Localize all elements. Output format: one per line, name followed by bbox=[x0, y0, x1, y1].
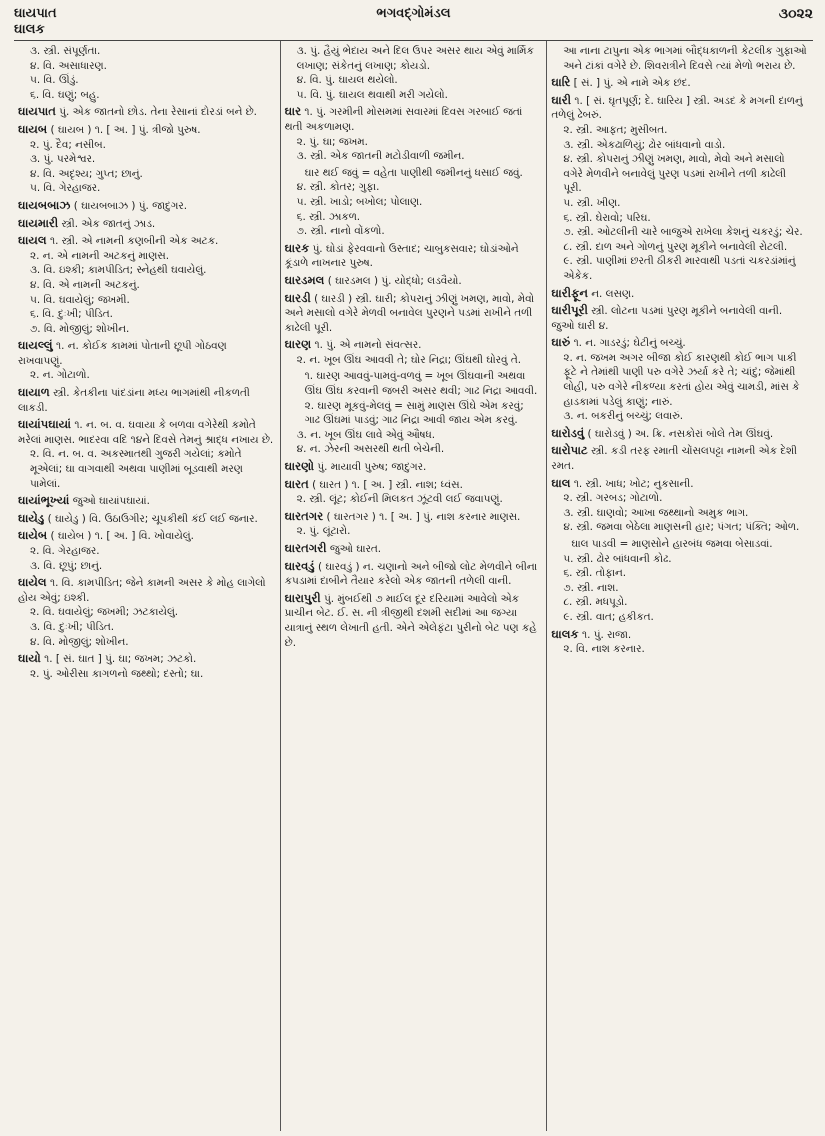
sense-line: ૮. સ્ત્રી. દાળ અને ગોળનું પુરણ મૂકીને બનાવેલી રોટલી. bbox=[563, 240, 788, 253]
dictionary-entry bbox=[18, 385, 274, 415]
definition: ( ઘારડમલ ) પું. યોદ્ધો; લડવૈયો. bbox=[324, 274, 462, 287]
sense-line: ૨. ન. જખમ અગર બીજા કોઈ કારણથી કોઈ ભાગ પાકી ફૂટે ને તેમાંથી પાણી પરુ વગેરે ઝર્યા કરે તે; ચાંદું; જેમાંથી લોહી, પરુ વગેરે નીકળ્યા કરતાં હોય એવું ચામડી, માંસ કે હાડકામાં પડેલું કાણું; નારું. bbox=[563, 351, 800, 408]
definition: ( ઘાયબબાઝ ) પું. જાદુગર. bbox=[70, 199, 188, 212]
definition: સ્ત્રી. લોટના પડમાં પુરણ મૂકીને બનાવેલી વાની. જુઓ ઘારી ૪. bbox=[551, 305, 783, 332]
sense-line: ૨. ન. ગોટાળો. bbox=[30, 369, 90, 382]
dictionary-entry bbox=[285, 591, 541, 650]
sense-line: ૨. સ્ત્રી. લૂંટ; કોઈની મિલકત ઝૂંટવી લઈ જવાપણું. bbox=[296, 493, 503, 506]
headword: ઘાયેડુ bbox=[18, 510, 45, 525]
definition: ( ઘાયેબ ) ૧. [ અ. ] વિ. ખોવાયેલું. bbox=[47, 530, 194, 543]
sense-line: ૬. વિ. દુઃખી; પીડિત. bbox=[30, 308, 113, 321]
sense-line: ૪. સ્ત્રી. કોપરાનું ઝીણું ખમણ, માવો, મેવો અને મસાલો વગેરે મેળવીને બનાવેલું પુરણ પડમાં રાખીને તળી કાઢેલી પૂરી. bbox=[563, 153, 786, 195]
definition: ૧. પું. ગરમીની મોસમમાં સવારમાં દિવસ ગરબાઈ જતાં થતી અકળામણ. bbox=[284, 106, 523, 133]
headword: ઘારત bbox=[284, 476, 309, 491]
headword: ઘારોડવું bbox=[551, 425, 585, 440]
sense-line: ૫. સ્ત્રી. ખાડો; બખોલ; પોલાણ. bbox=[296, 195, 423, 208]
dictionary-entry bbox=[285, 337, 541, 367]
headword: ઘારતગરી bbox=[284, 541, 327, 555]
sense-line: ૨. વિ. ઘવાયેલું; જખમી; ઝટકાયેલું. bbox=[30, 606, 179, 619]
dictionary-entry bbox=[18, 198, 274, 214]
dictionary-entry bbox=[18, 417, 274, 491]
sense-line: ૨. ન. ખૂબ ઊંઘ આવવી તે; ઘોર નિદ્રા; ઊંઘથી ઘોરવું તે. bbox=[296, 353, 522, 366]
definition: સ્ત્રી. એક જાતનું ઝાડ. bbox=[58, 217, 156, 230]
headword: ઘાયબબાઝ bbox=[18, 197, 71, 212]
sense-line: ૪. વિ. પું. ઘાયલ થયેલો. bbox=[296, 74, 398, 87]
definition: ૧. સ્ત્રી. એ નામની કણબીની એક અટક. bbox=[46, 235, 219, 248]
headword: ઘારાપુરી bbox=[284, 590, 321, 605]
usage-example: ઘાર થઈ જવું = વહેતા પાણીથી જમીનનું ધસાઈ જવું. bbox=[304, 166, 523, 179]
sense-line: ૩. વિ. દુઃખી; પીડિત. bbox=[30, 620, 115, 633]
sense-line: ૫. સ્ત્રી. ઢોર બાંધવાની કોઢ. bbox=[563, 552, 672, 565]
sense-line: ૨. વિ. નાશ કરનાર. bbox=[563, 643, 645, 656]
dictionary-entry bbox=[285, 369, 541, 457]
sense-line: ૨. પું. દૈવ; નસીબ. bbox=[30, 138, 106, 151]
headword: ઘાયબ bbox=[18, 121, 48, 136]
dictionary-entry bbox=[285, 459, 541, 475]
first-headword: ઘાયપાત bbox=[14, 6, 57, 21]
columns bbox=[14, 40, 813, 1131]
sense-line: ૩. ન. ખૂબ ઊંઘ લાવે એવું ઔષધ. bbox=[296, 428, 436, 441]
sense-line: ૩. ન. બકરીનું બચ્ચું; લવારું. bbox=[563, 410, 684, 423]
headword: ઘારીફૂન bbox=[551, 285, 588, 300]
sense-line: ૩. સ્ત્રી. એકઢાળિયું; ઢોર બાંધવાનો વાડો. bbox=[563, 138, 726, 151]
dictionary-entry bbox=[551, 93, 807, 284]
headword: ઘારણો bbox=[284, 459, 315, 474]
sense-line: ૫. વિ. પું. ઘાયલ થવાથી મરી ગયેલો. bbox=[296, 88, 448, 101]
dictionary-entry bbox=[551, 426, 807, 442]
headword: ઘાયાંભૂખ્યાં bbox=[18, 493, 70, 508]
dictionary-entry bbox=[551, 335, 807, 424]
dictionary-entry bbox=[18, 104, 274, 120]
definition: ( ઘારત ) ૧. [ અ. ] સ્ત્રી. નાશ; ધ્વંસ. bbox=[308, 478, 463, 491]
sense-line: ૬. વિ. ઘણું; બહુ. bbox=[30, 88, 100, 101]
headword: ઘારું bbox=[551, 335, 571, 350]
definition: ( ઘારડી ) સ્ત્રી. ઘારી; કોપરાનું ઝીણું ખમણ, માવો, મેવો અને મસાલો વગેરે મેળવી બનાવેલ પુરણને પડમાં રાખીને તળી કાઢેલી પૂરી. bbox=[284, 292, 535, 334]
dictionary-entry bbox=[285, 541, 541, 557]
definition: ( ઘારવડું ) ન. ચણાનો અને બીજો લોટ મેળવીને બીના કપડામાં દાબીને તૈયાર કરેલો એક જાતની તળેલી વાની. bbox=[284, 560, 538, 588]
sense-line: ૩. પું. હૈયું ભેદાય અને દિલ ઉપર અસર થાય એવું માર્મિક લખાણ; સંકેતનું લખાણ; કોયડો. bbox=[296, 45, 534, 72]
sense-line: ૪. સ્ત્રી. કોતર; ગુફા. bbox=[296, 181, 380, 194]
dictionary-entry bbox=[285, 44, 541, 102]
sense-line: ૨. ન. એ નામની અટકનું માણસ. bbox=[30, 249, 170, 262]
dictionary-entry bbox=[551, 443, 807, 473]
sense-line: ૩. સ્ત્રી. ઘાણવો; આખા જથ્થાનો અમુક ભાગ. bbox=[563, 506, 749, 519]
headword: ઘારવડું bbox=[284, 558, 315, 573]
sense-line: ૨. પું. લૂંટારો. bbox=[296, 525, 351, 538]
column-1 bbox=[14, 41, 280, 1131]
definition: ન. લસણ. bbox=[587, 287, 635, 300]
headword: ઘાલ bbox=[551, 475, 571, 490]
sense-line: ૫. વિ. ઊંડું. bbox=[30, 74, 79, 87]
definition: [ સં. ] પું. એ નામે એક છંદ. bbox=[570, 77, 691, 90]
usage-example: ૧. ઘારણ આવવું-પામવું-વળવું = ખૂબ ઊંઘવાની અથવા ઊંઘ ઊંઘ કરવાની જબરી અસર થવી; ગાઢ નિદ્રા આવવી. bbox=[304, 370, 538, 398]
sense-line: ૮. સ્ત્રી. મધપૂડો. bbox=[563, 596, 628, 609]
sense-line: ૨. વિ. ન. બ. વ. અકસ્માતથી ગુજરી ગયેલાં; કમોતે મૂએલાં; ઘા વાગવાથી અથવા પાણીમાં બૂડવાથી મરણ પામેલાં. bbox=[30, 448, 243, 490]
headword: ઘાયાંપઘાયાં bbox=[18, 417, 72, 432]
dictionary-entry bbox=[551, 286, 807, 302]
headword: ઘાયેબ bbox=[18, 528, 48, 543]
headword: ઘાયલ્લું bbox=[18, 338, 53, 353]
dictionary-entry bbox=[285, 477, 541, 507]
page-header bbox=[14, 6, 813, 40]
dictionary-entry bbox=[18, 651, 274, 681]
dictionary-entry bbox=[551, 476, 807, 535]
definition: ૧. પું. એ નામનો સંવત્સર. bbox=[311, 339, 422, 352]
definition: પું. ઘોડાં ફેરવવાનો ઉસ્તાદ; ચાબુકસવાર; ઘોડાંઓને કૂંડાળે નાખનાર પુરુષ. bbox=[284, 242, 519, 270]
definition: ૧. સ્ત્રી. ખાધ; ખોટ; નુકસાની. bbox=[570, 477, 694, 490]
sense-line: આ નાના ટાપુના એક ભાગમાં બૌદ્ધકાળની કેટલીક ગુફાઓ અને ટાંકાં વગેરે છે. શિવરાત્રીને દિવસે ત્યાં મેળો ભરાય છે. bbox=[563, 45, 807, 72]
dictionary-entry bbox=[551, 537, 807, 625]
sense-line: ૬. સ્ત્રી. ઝાકળ. bbox=[296, 210, 361, 223]
headword: ઘારડી bbox=[284, 290, 311, 305]
dictionary-entry bbox=[18, 44, 274, 102]
dictionary-entry bbox=[285, 559, 541, 589]
dictionary-entry bbox=[551, 627, 807, 657]
dictionary-entry bbox=[18, 216, 274, 232]
sense-line: ૩. વિ. છૂપું; છાનું. bbox=[30, 559, 103, 572]
sense-line: ૪. સ્ત્રી. જમવા બેઠેલા માણસની હાર; પંગત; પંક્તિ; ઓળ. bbox=[563, 521, 800, 534]
headword: ઘાર bbox=[284, 104, 302, 119]
definition: ( ઘારોડવું ) અ. ક્રિ. નસકોરાં બોલે તેમ ઊંઘવું. bbox=[584, 427, 774, 440]
sense-line: ૯. સ્ત્રી. પાણીમાં છરતી ઠીકરી મારવાથી પડતાં ચકરડાંમાંનું એકેક. bbox=[563, 255, 796, 282]
column-2 bbox=[280, 41, 547, 1131]
dictionary-entry bbox=[18, 233, 274, 336]
headword: ઘાયલ bbox=[18, 233, 47, 248]
headword: ઘાયો bbox=[18, 651, 41, 666]
sense-line: ૬. સ્ત્રી. તોફાન. bbox=[563, 567, 627, 580]
definition: ( ઘાયબ ) ૧. [ અ. ] પું. ત્રીજો પુરુષ. bbox=[47, 123, 201, 136]
definition: ૧. ન. ગાડરડું; ઘેટીનું બચ્ચું. bbox=[570, 337, 686, 350]
sense-line: ૫. વિ. ગેરહાજર. bbox=[30, 182, 101, 195]
definition: ૧. વિ. કામપીડિત; જેને કામની અસર કે મોહ લાગેલો હોય એવું; ઇશ્કી. bbox=[18, 577, 266, 604]
sense-line: ૪. વિ. એ નામની અટકનું. bbox=[30, 278, 140, 291]
sense-line: ૬. સ્ત્રી. ઘેરાવો; પરિઘ. bbox=[563, 211, 651, 224]
definition: ( ઘાયેડુ ) વિ. ઉઠાઉગીર; ચૂપકીથી કંઈ લઈ જનાર. bbox=[44, 512, 258, 525]
definition: પું. એક જાતનો છોડ. તેના રેસાનાં દોરડાં બને છે. bbox=[55, 106, 257, 119]
headword: ઘારક bbox=[284, 240, 310, 255]
sense-line: ૩. સ્ત્રી. સંપૂર્ણતા. bbox=[30, 45, 101, 57]
definition: ૧. ન. બ. વ. ઘવાયા કે બળવા વગેરેથી કમોતે મરેલાં માણસ. ભાદરવા વદિ ૧૪ને દિવસે તેમનું શ્રાદ્ધ નખાય છે. bbox=[18, 419, 274, 446]
headword: ઘારતગર bbox=[284, 508, 324, 523]
sense-line: ૭. સ્ત્રી. ઓટલીની ચારે બાજુએ રાખેલા કેશનું ચકરડું; ચેર. bbox=[563, 226, 803, 239]
headword: ઘારીપૂરી bbox=[551, 303, 588, 318]
last-headword: ઘાલક bbox=[14, 22, 45, 37]
dictionary-entry bbox=[551, 75, 807, 91]
headword: ઘાલક bbox=[551, 626, 579, 641]
usage-example: ૨. ઘારણ મૂકવું-મેલવું = સામું માણસ ઊંઘે એમ કરવું; ગાઢ ઊંઘમાં પાડવું; ગાઢ નિદ્રા આવી જાય એમ કરવું. bbox=[304, 399, 524, 427]
sense-line: ૨. પું. ઘા; જખમ. bbox=[296, 135, 368, 148]
sense-line: ૨. વિ. ગેરહાજર. bbox=[30, 545, 100, 557]
definition: ૧. [ સં. ઘાત ] પું. ઘા; જખમ; ઝટકો. bbox=[40, 653, 197, 666]
dictionary-entry bbox=[18, 338, 274, 383]
sense-line: ૩. વિ. ઇશ્કી; કામપીડિત; સ્નેહથી ઘવાયેલું. bbox=[30, 264, 207, 277]
dictionary-entry bbox=[285, 509, 541, 539]
sense-line: ૪. વિ. અસાધારણ. bbox=[30, 59, 107, 72]
headword: ઘાયપાત bbox=[18, 104, 56, 119]
sense-line: ૨. પું. ઓરીસા કાગળનો જથ્થો; દસ્તો; ઘા. bbox=[30, 667, 204, 680]
definition: પું. માયાવી પુરુષ; જાદુગર. bbox=[314, 461, 427, 474]
usage-example: ઘાલ પાડવી = માણસોને હારબંધ જમવા બેસાડવાં. bbox=[571, 538, 773, 550]
sense-line: ૫. સ્ત્રી. ખીણ. bbox=[563, 196, 621, 209]
sense-line: ૩. પું. પરમેશ્વર. bbox=[30, 153, 96, 166]
definition: પું. મુંબઈથી ૭ માઈલ દૂર દરિયામાં આવેલો એક પ્રાચીન બેટ. ઈ. સ. ની ત્રીજીથી દશમી સદીમાં આ જગ્યા યાત્રાનું સ્થળ લેખાતી હતી. એને એલેફંટા પુરીનો બેટ પણ કહે છે. bbox=[284, 592, 537, 649]
dictionary-entry bbox=[551, 303, 807, 333]
dictionary-entry bbox=[551, 44, 807, 73]
dictionary-entry bbox=[285, 291, 541, 336]
sense-line: ૫. વિ. ઘવાયેલું; જખમી. bbox=[30, 293, 130, 306]
dictionary-entry bbox=[18, 493, 274, 509]
sense-line: ૨. સ્ત્રી. ગરબડ; ગોટાળો. bbox=[563, 492, 663, 505]
dictionary-entry bbox=[18, 528, 274, 573]
sense-line: ૭. સ્ત્રી. નાશ. bbox=[563, 581, 619, 594]
dictionary-entry bbox=[285, 273, 541, 289]
definition: ૧. ન. કોઈક કામમાં પોતાની છૂપી ગોઠવણ રાખવાપણું. bbox=[18, 340, 227, 367]
page-number: ૩૦૨૨ bbox=[778, 6, 813, 22]
headword: ઘારણ bbox=[284, 337, 312, 352]
sense-line: ૭. સ્ત્રી. નાનો વોંકળો. bbox=[296, 225, 385, 238]
headword: ઘારિ bbox=[551, 75, 571, 90]
book-title: ભગવદ્ગોમંડલ bbox=[376, 6, 451, 21]
sense-line: ૩. સ્ત્રી. એક જાતની મટોડીવાળી જમીન. bbox=[296, 150, 465, 163]
headword: ઘારી bbox=[551, 92, 572, 107]
sense-line: ૪. વિ. અદૃશ્ય; ગુપ્ત; છાનું. bbox=[30, 167, 143, 180]
sense-line: ૨. સ્ત્રી. આફત; મુસીબત. bbox=[563, 123, 668, 136]
dictionary-entry bbox=[18, 511, 274, 527]
column-3 bbox=[546, 41, 813, 1131]
dictionary-entry bbox=[285, 104, 541, 163]
headword: ઘાયમારી bbox=[18, 215, 59, 230]
dictionary-entry bbox=[285, 166, 541, 239]
definition: સ્ત્રી. કડી તરફ રમાતી ચોંસલપટ્ટા નામની એક દેશી રમત. bbox=[551, 445, 798, 473]
definition: જુઓ ઘારત. bbox=[326, 543, 382, 555]
definition: સ્ત્રી. કેતકીના પાંદડાંના મધ્ય ભાગમાંથી નીકળતી લાકડી. bbox=[18, 387, 250, 414]
headword: ઘારડમલ bbox=[284, 272, 325, 287]
headword: ઘાયાળ bbox=[18, 385, 50, 400]
definition: ૧. [ સં. ઘૃતપૂર્ણ; દે. ઘારિય ] સ્ત્રી. અડદ કે મગની દાળનું તળેલું ઢેબરું. bbox=[551, 94, 803, 122]
headword: ઘારોપાટ bbox=[551, 443, 588, 458]
definition: ( ઘારતગર ) ૧. [ અ. ] પું. નાશ કરનાર માણસ. bbox=[323, 510, 521, 523]
sense-line: ૯. સ્ત્રી. વાત; હકીકત. bbox=[563, 610, 654, 623]
headword: ઘાયેલ bbox=[18, 575, 47, 590]
dictionary-entry bbox=[18, 122, 274, 196]
dictionary-entry bbox=[18, 575, 274, 649]
definition: ૧. પું. રાજા. bbox=[578, 628, 632, 641]
definition: જુઓ ઘાયાંપઘાયાં. bbox=[69, 495, 150, 508]
sense-line: ૪. ન. ઝેરની અસરથી થતી બેચેની. bbox=[296, 443, 445, 456]
sense-line: ૭. વિ. મોજીલું; શોખીન. bbox=[30, 322, 130, 335]
dictionary-entry bbox=[285, 241, 541, 271]
sense-line: ૪. વિ. મોજીલું; શોખીન. bbox=[30, 635, 129, 648]
